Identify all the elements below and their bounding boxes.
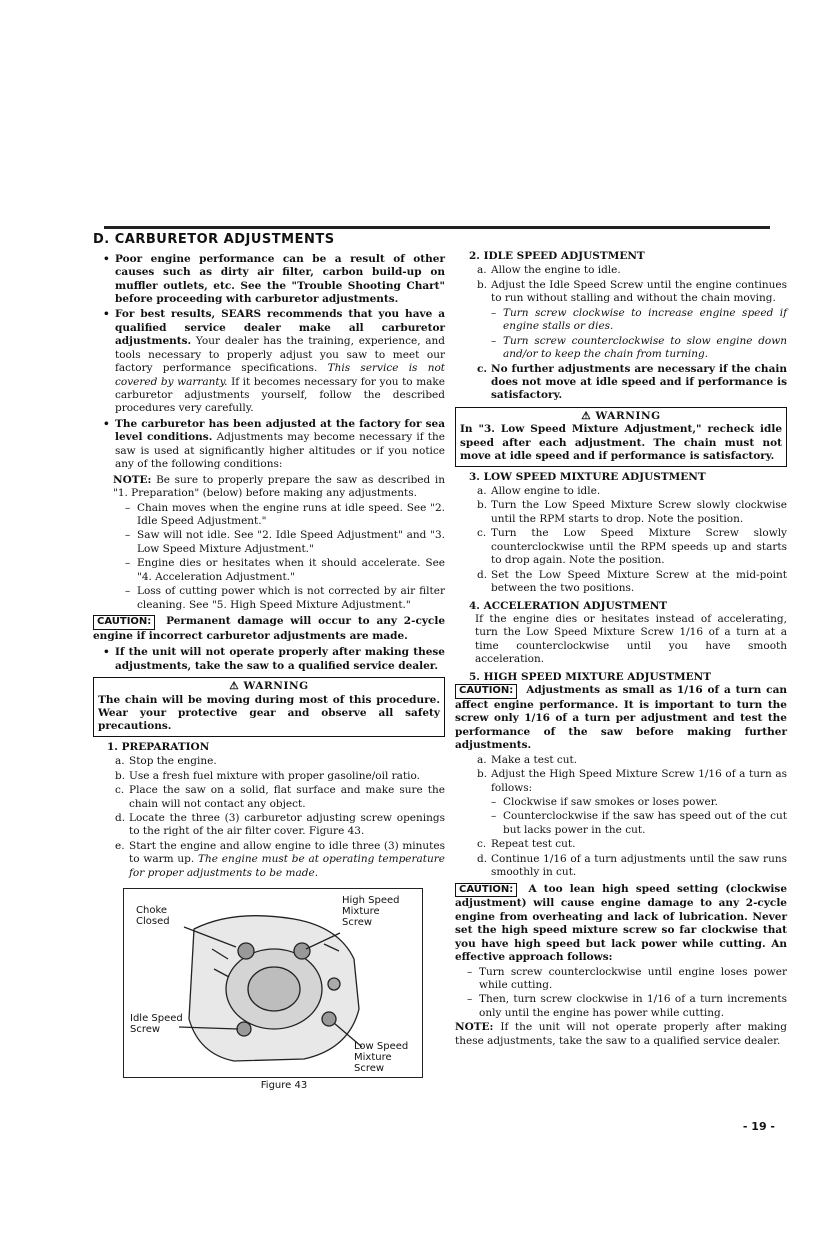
warning-box-2 xyxy=(455,407,787,467)
conditions-list xyxy=(93,502,445,613)
high-caution-2: CAUTION: A too lean high speed setting (clockwise adjustment) will cause engine damage to any 2-cycle engine from overheating and lack of lubrication. Never set the high speed mixture screw so far clockwise that you have high speed but lack power while cutting. An effective approach follows: xyxy=(455,882,788,964)
warning-title: ⚠ WARNING xyxy=(229,680,309,693)
warning-title: ⚠ WARNING xyxy=(581,409,661,422)
list-item: – Loss of cutting power which is not corrected by air filter cleaning. See "5. High Speed Mixture Adjustment." xyxy=(113,585,445,612)
prep-title: 1. PREPARATION xyxy=(107,740,210,753)
high-speed-label: High Speed Mixture Screw xyxy=(342,895,400,929)
list-item: – Turn screw counterclockwise until engine loses power while cutting. xyxy=(455,966,787,993)
intro-bullet-4: • If the unit will not operate properly after making these adjustments, take the saw to a qualified service dealer. xyxy=(93,646,445,673)
intro-bullet-3: • The carburetor has been adjusted at the factory for sea level conditions. Adjustments may become necessary if the saw is used at significantly higher altitudes or if you notice any of the following conditions: xyxy=(93,418,445,472)
caution-badge: CAUTION: xyxy=(455,684,517,699)
right-column xyxy=(455,250,787,1048)
list-item: – Turn screw counterclockwise to slow engine down and/or to keep the chain from turning. xyxy=(491,334,787,361)
choke-label: Choke Closed xyxy=(136,905,170,928)
list-item: c. Turn the Low Speed Mixture Screw slowly counterclockwise until the RPM speeds up and starts to drop again. Note the position. xyxy=(477,527,787,567)
list-item: a. Make a test cut. xyxy=(477,753,578,766)
high-speed-title: 5. HIGH SPEED MIXTURE ADJUSTMENT xyxy=(469,670,712,683)
list-item: d. Set the Low Speed Mixture Screw at the mid-point between the two positions. xyxy=(477,568,787,595)
accel-title: 4. ACCELERATION ADJUSTMENT xyxy=(469,599,668,612)
list-item: – Then, turn screw clockwise in 1/16 of a turn increments only until the engine has power while cutting. xyxy=(455,993,787,1020)
intro-bullet-1: • Poor engine performance can be a result of other causes such as dirty air filter, carbon build-up on muffler outlets, etc. See the "Trouble Shooting Chart" before proceeding with carburetor adjustments. xyxy=(93,253,445,307)
list-item: a. Allow engine to idle. xyxy=(477,485,601,497)
list-item: – Turn screw clockwise to increase engine speed if engine stalls or dies. xyxy=(491,306,787,333)
warning-text: In "3. Low Speed Mixture Adjustment," recheck idle speed after each adjustment. The chain must not move at idle speed and if performance is satisfactory. xyxy=(460,423,782,463)
list-item: b. Adjust the High Speed Mixture Screw 1/16 of a turn as follows: xyxy=(477,768,787,794)
list-item: d. Continue 1/16 of a turn adjustments until the saw runs smoothly in cut. xyxy=(477,852,787,879)
list-item: – Engine dies or hesitates when it should accelerate. See "4. Acceleration Adjustment." xyxy=(113,557,445,584)
figure-caption: Figure 43 xyxy=(260,1080,308,1092)
accel-text: If the engine dies or hesitates instead of accelerating, turn the Low Speed Mixture Screw 1/16 of a turn at a time counterclockwise until you have smooth acceleration. xyxy=(475,612,787,666)
idle-speed-label: Idle Speed Screw xyxy=(130,1013,183,1036)
list-item: c. Place the saw on a solid, flat surface and make sure the chain will not contact any object. xyxy=(115,784,445,810)
top-rule xyxy=(104,226,770,229)
list-item: c. No further adjustments are necessary if the chain does not move at idle speed and if performance is satisfactory. xyxy=(477,362,787,402)
high-note: NOTE: If the unit will not operate properly after making these adjustments, take the saw to a qualified service dealer. xyxy=(455,1021,787,1047)
list-item: b. Turn the Low Speed Mixture Screw slowly clockwise until the RPM starts to drop. Note the position. xyxy=(477,499,787,525)
list-item: – Saw will not idle. See "2. Idle Speed Adjustment" and "3. Low Speed Mixture Adjustment." xyxy=(113,529,445,556)
list-item: – Chain moves when the engine runs at idle speed. See "2. Idle Speed Adjustment." xyxy=(113,502,445,529)
warning-text: The chain will be moving during most of this procedure. Wear your protective gear and observe all safety precautions. xyxy=(98,693,440,733)
intro-caution: CAUTION: Permanent damage will occur to any 2-cycle engine if incorrect carburetor adjustments are made. xyxy=(93,615,445,642)
left-column xyxy=(93,232,445,1093)
list-item: b. Adjust the Idle Speed Screw until the engine continues to run without stalling and without the chain moving. xyxy=(477,278,787,305)
list-item: – Counterclockwise if the saw has speed out of the cut but lacks power in the cut. xyxy=(491,810,787,836)
list-item: b. Use a fresh fuel mixture with proper gasoline/oil ratio. xyxy=(115,769,420,782)
list-item: – Clockwise if saw smokes or loses power. xyxy=(491,795,718,808)
intro-note: NOTE: Be sure to properly prepare the saw as described in "1. Preparation" (below) before making any adjustments. xyxy=(113,473,445,500)
caution-badge: CAUTION: xyxy=(93,615,155,630)
idle-title: 2. IDLE SPEED ADJUSTMENT xyxy=(469,250,645,262)
page-number: - 19 - xyxy=(742,1120,775,1133)
high-caution: CAUTION: Adjustments as small as 1/16 of a turn can affect engine performance. It is important to turn the screw only 1/16 of a turn per adjustment and test the performance of the saw before making further adjustments. xyxy=(455,684,788,752)
list-item: a. Allow the engine to idle. xyxy=(477,264,621,277)
section-title: D. CARBURETOR ADJUSTMENTS xyxy=(93,232,335,247)
list-item: a. Stop the engine. xyxy=(115,755,217,768)
figure-43 xyxy=(123,888,423,1078)
list-item: d. Locate the three (3) carburetor adjusting screw openings to the right of the air filter cover. Figure 43. xyxy=(115,812,445,838)
low-speed-label: Low Speed Mixture Screw xyxy=(354,1041,409,1075)
intro-bullet-2: • For best results, SEARS recommends that you have a qualified service dealer make all carburetor adjustments. Your dealer has the training, experience, and tools necessary to properly adjust you saw to meet our factory performance specifications. This service is not covered by warranty. If it becomes necessary for you to make carburetor adjustments yourself, follow the described procedures very carefully. xyxy=(93,308,445,416)
low-speed-title: 3. LOW SPEED MIXTURE ADJUSTMENT xyxy=(469,470,706,483)
list-item: c. Repeat test cut. xyxy=(477,838,576,851)
warning-box-1 xyxy=(93,677,445,737)
list-item: e. Start the engine and allow engine to idle three (3) minutes to warm up. The engine must be at operating temperature for proper adjustments to be made. xyxy=(115,839,446,879)
caution-badge: CAUTION: xyxy=(455,883,517,898)
